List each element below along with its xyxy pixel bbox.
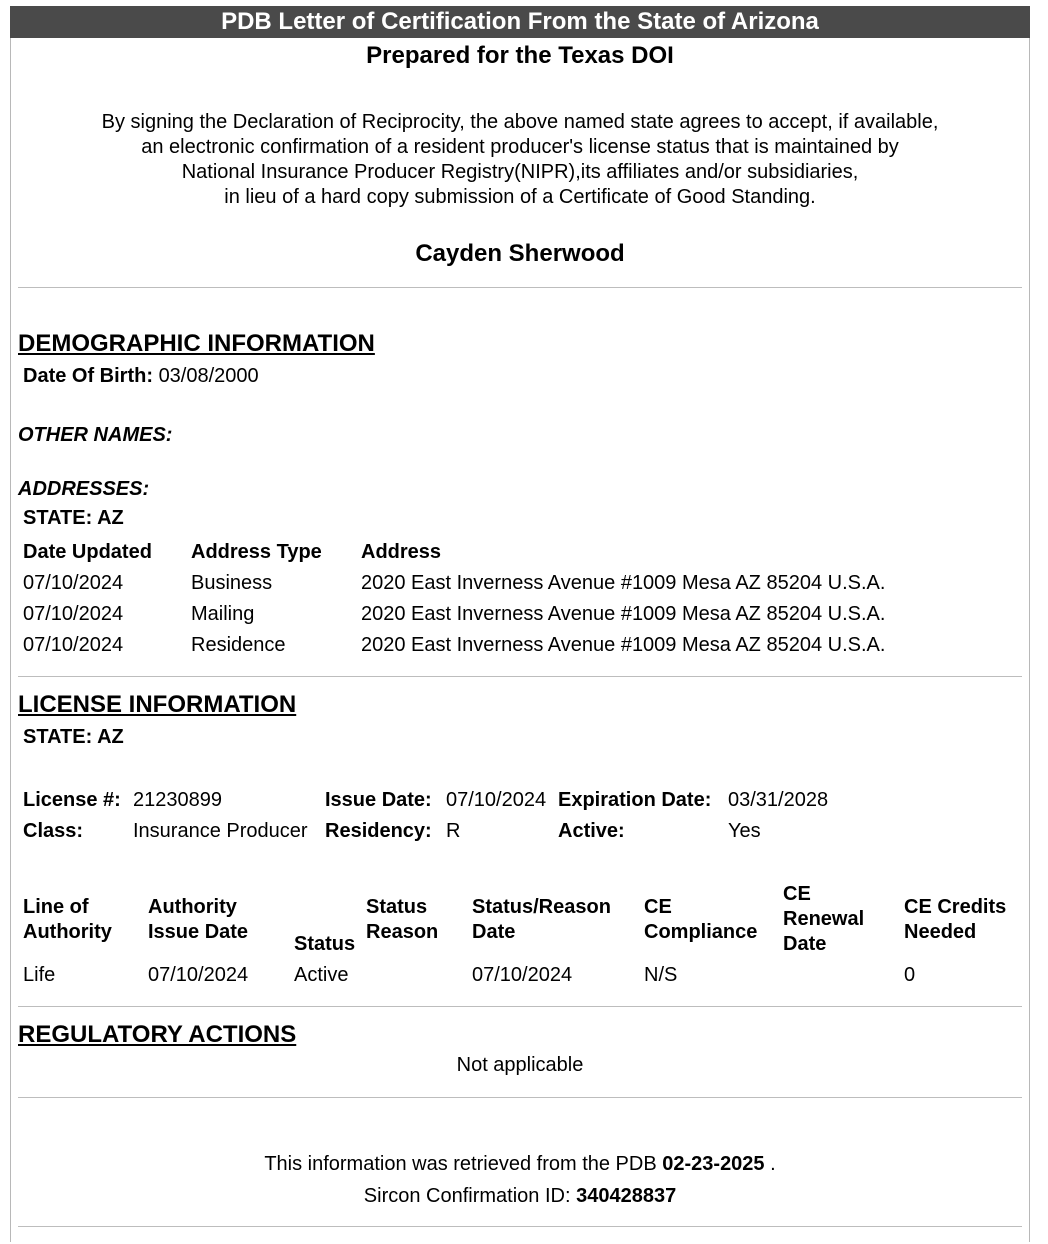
divider	[18, 287, 1022, 288]
retrieved-date: 02-23-2025	[662, 1153, 765, 1175]
loa-col-cecr-part: Needed	[904, 921, 977, 943]
active-value: Yes	[728, 820, 761, 842]
retrieved-suffix: .	[770, 1153, 776, 1175]
regulatory-heading: REGULATORY ACTIONS	[18, 1021, 297, 1048]
loa-col-ce-renewal-date	[783, 882, 864, 957]
license-heading: LICENSE INFORMATION	[18, 691, 297, 718]
address-date: 07/10/2024	[23, 634, 124, 656]
dob-value: 03/08/2000	[158, 365, 259, 387]
loa-col-status-reason-date	[472, 895, 611, 945]
issue-date: 07/10/2024	[446, 789, 547, 811]
loa-col-cecr-part: CE Credits	[904, 896, 1007, 918]
declaration-line: National Insurance Producer Registry(NIPR),its affiliates and/or subsidiaries,	[181, 161, 859, 183]
address-type: Residence	[191, 634, 286, 656]
addresses-label: ADDRESSES:	[18, 478, 150, 500]
active-label: Active:	[558, 820, 625, 842]
license-number: 21230899	[133, 789, 222, 811]
divider	[18, 1226, 1022, 1227]
loa-col-srd-part: Status/Reason	[472, 896, 611, 918]
license-state-label: STATE: AZ	[23, 726, 124, 748]
divider	[18, 1097, 1022, 1098]
address-col-address: Address	[361, 541, 442, 563]
retrieved-prefix: This information was retrieved from the PDB	[264, 1153, 657, 1175]
divider	[18, 1006, 1022, 1007]
loa-col-line-part: Line of	[23, 896, 89, 918]
retrieved-note	[10, 1153, 1030, 1176]
loa-ce-compliance: N/S	[644, 964, 678, 986]
loa-col-cec-part: Compliance	[644, 921, 758, 943]
producer-name: Cayden Sherwood	[415, 240, 625, 267]
expiration-date: 03/31/2028	[728, 789, 829, 811]
page-title: PDB Letter of Certification From the State of Arizona	[10, 6, 1030, 38]
address-value: 2020 East Inverness Avenue #1009 Mesa AZ 85204 U.S.A.	[361, 572, 886, 594]
loa-status-reason-date: 07/10/2024	[472, 964, 573, 986]
address-col-type: Address Type	[191, 541, 322, 563]
loa-col-issue-part: Issue Date	[148, 921, 249, 943]
loa-status: Active	[294, 964, 349, 986]
residency-value: R	[446, 820, 461, 842]
address-value: 2020 East Inverness Avenue #1009 Mesa AZ 85204 U.S.A.	[361, 603, 886, 625]
loa-col-issue-part: Authority	[148, 896, 237, 918]
license-number-label: License #:	[23, 789, 121, 811]
address-date: 07/10/2024	[23, 603, 124, 625]
regulatory-value: Not applicable	[456, 1054, 584, 1076]
declaration-line: in lieu of a hard copy submission of a Certificate of Good Standing.	[224, 186, 816, 208]
loa-col-ce-compliance	[644, 895, 757, 945]
confirmation-row	[10, 1185, 1030, 1208]
loa-col-cer-part: Renewal	[783, 908, 865, 930]
class-value: Insurance Producer	[133, 820, 308, 842]
other-names-label: OTHER NAMES:	[18, 424, 173, 446]
issue-date-label: Issue Date:	[325, 789, 432, 811]
loa-col-status-reason-part: Reason	[366, 921, 439, 943]
loa-issue-date: 07/10/2024	[148, 964, 249, 986]
loa-col-cer-part: CE	[783, 883, 811, 905]
loa-col-ce-credits	[904, 895, 1006, 945]
demographic-heading: DEMOGRAPHIC INFORMATION	[18, 330, 375, 357]
loa-col-line-part: Authority	[23, 921, 112, 943]
dob-label: Date Of Birth:	[23, 365, 153, 387]
page-subtitle: Prepared for the Texas DOI	[366, 42, 674, 69]
residency-label: Residency:	[325, 820, 432, 842]
address-col-date: Date Updated	[23, 541, 152, 563]
confirmation-label: Sircon Confirmation ID:	[363, 1185, 571, 1207]
address-type: Business	[191, 572, 273, 594]
divider	[18, 676, 1022, 677]
class-label: Class:	[23, 820, 84, 842]
loa-col-status: Status	[294, 933, 356, 955]
address-date: 07/10/2024	[23, 572, 124, 594]
expiration-date-label: Expiration Date:	[558, 789, 712, 811]
declaration-line: an electronic confirmation of a resident producer's license status that is maintained by	[141, 136, 899, 158]
declaration-text	[10, 110, 1030, 210]
address-value: 2020 East Inverness Avenue #1009 Mesa AZ 85204 U.S.A.	[361, 634, 886, 656]
dob-row	[23, 365, 259, 388]
loa-line: Life	[23, 964, 56, 986]
loa-col-issue-date	[148, 895, 248, 945]
loa-col-status-reason	[366, 895, 438, 945]
loa-ce-credits: 0	[904, 964, 916, 986]
loa-col-cer-part: Date	[783, 933, 827, 955]
confirmation-id: 340428837	[576, 1185, 677, 1207]
loa-col-status-reason-part: Status	[366, 896, 428, 918]
loa-col-srd-part: Date	[472, 921, 516, 943]
address-state-label: STATE: AZ	[23, 507, 124, 529]
loa-col-cec-part: CE	[644, 896, 672, 918]
address-type: Mailing	[191, 603, 255, 625]
declaration-line: By signing the Declaration of Reciprocity, the above named state agrees to accept, if available,	[101, 111, 939, 133]
loa-col-line	[23, 895, 112, 945]
